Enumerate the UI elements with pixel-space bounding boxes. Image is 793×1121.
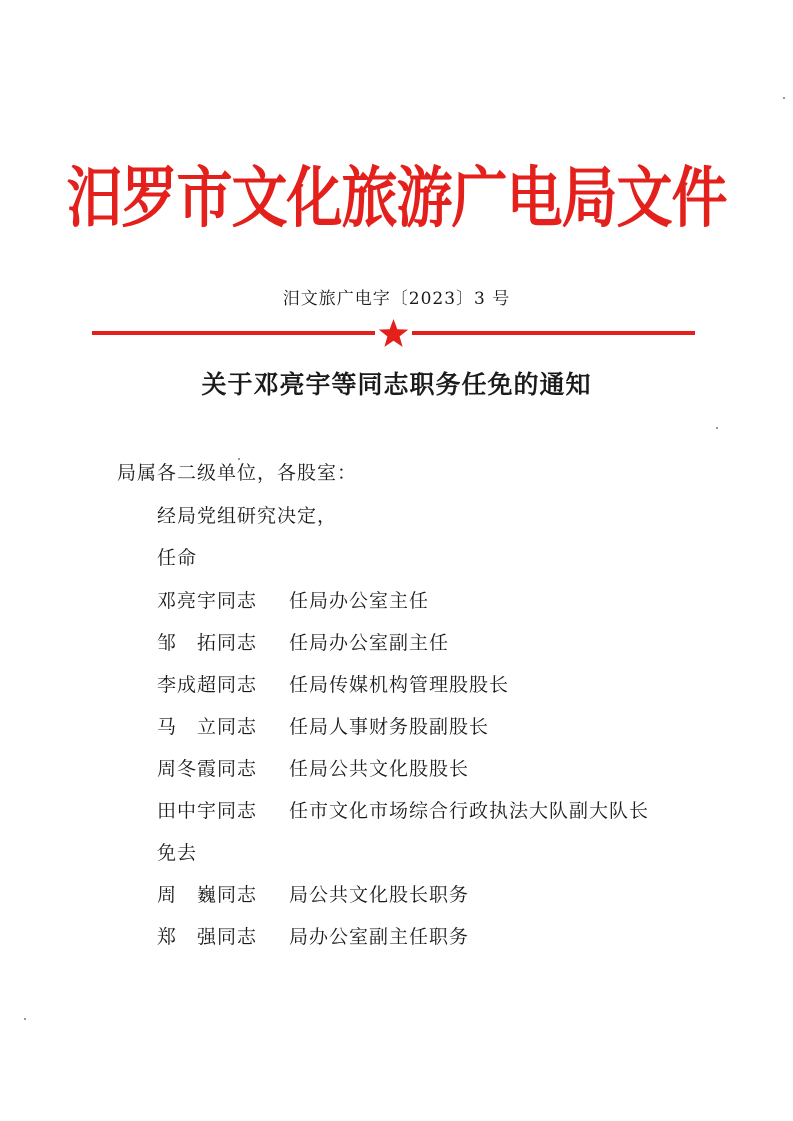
- position-text: 任局传媒机构管理股股长: [289, 674, 510, 696]
- document-number: 汨文旅广电字〔2023〕3 号: [282, 289, 511, 309]
- position-text: 局办公室副主任职务: [289, 926, 470, 948]
- person-name: 马 立同志: [157, 716, 258, 738]
- person-name: 李成超同志: [157, 674, 258, 696]
- intro-text: 经局党组研究决定，: [157, 505, 338, 527]
- person-name: 邓亮宇同志: [157, 590, 258, 612]
- person-name: 田中宇同志: [157, 800, 258, 822]
- red-divider: [92, 318, 695, 348]
- person-name: 周冬霞同志: [157, 758, 258, 780]
- position-text: 局公共文化股长职务: [289, 884, 470, 906]
- position-text: 任局人事财务股副股长: [289, 716, 490, 738]
- org-header-title: 汨罗市文化旅游广电局文件: [66, 160, 727, 237]
- person-name: 周 巍同志: [157, 884, 258, 906]
- divider-line-left: [92, 331, 375, 335]
- position-text: 任局办公室副主任: [289, 632, 450, 654]
- position-text: 任局公共文化股股长: [289, 758, 470, 780]
- appoint-heading: 任命: [157, 547, 198, 569]
- divider-line-right: [412, 331, 695, 335]
- scan-speck: [24, 1018, 26, 1020]
- scan-speck: [238, 458, 240, 460]
- scan-speck: [783, 97, 785, 99]
- person-name: 邹 拓同志: [157, 632, 258, 654]
- person-name: 郑 强同志: [157, 926, 258, 948]
- salutation: 局属各二级单位，各股室：: [117, 462, 358, 484]
- dismiss-heading: 免去: [157, 842, 198, 864]
- star-icon: [379, 319, 408, 347]
- document-title: 关于邓亮宇等同志职务任免的通知: [201, 370, 592, 399]
- scan-speck: [716, 427, 718, 429]
- position-text: 任局办公室主任: [289, 590, 430, 612]
- position-text: 任市文化市场综合行政执法大队副大队长: [289, 800, 650, 822]
